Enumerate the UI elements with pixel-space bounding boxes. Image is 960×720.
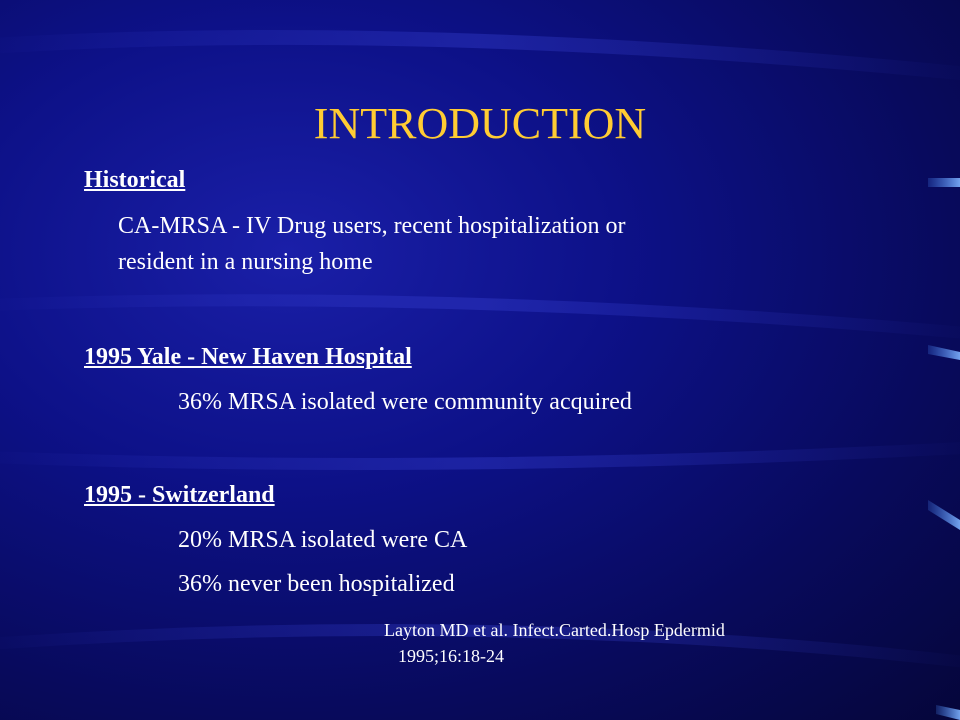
streak-2	[0, 294, 960, 342]
citation-line-1: Layton MD et al. Infect.Carted.Hosp Epdermid	[384, 620, 725, 640]
edge-tick-3	[928, 500, 960, 530]
edge-tick-4	[936, 705, 960, 720]
section-heading-switzerland: 1995 - Switzerland	[84, 482, 275, 508]
edge-tick-2	[928, 345, 960, 360]
switzerland-line-1: 20% MRSA isolated were CA	[178, 527, 468, 553]
historical-line-2: resident in a nursing home	[118, 249, 373, 275]
switzerland-line-2: 36% never been hospitalized	[178, 571, 455, 597]
streak-3	[0, 440, 960, 470]
slide-title: INTRODUCTION	[313, 99, 647, 148]
yale-line-1: 36% MRSA isolated were community acquired	[178, 389, 632, 415]
historical-line-1: CA-MRSA - IV Drug users, recent hospitalization or	[118, 213, 626, 239]
edge-tick-1	[928, 178, 960, 187]
section-heading-yale: 1995 Yale - New Haven Hospital	[84, 344, 412, 370]
streak-1	[0, 30, 960, 84]
section-heading-historical: Historical	[84, 167, 186, 193]
citation-line-2: 1995;16:18-24	[398, 646, 504, 666]
